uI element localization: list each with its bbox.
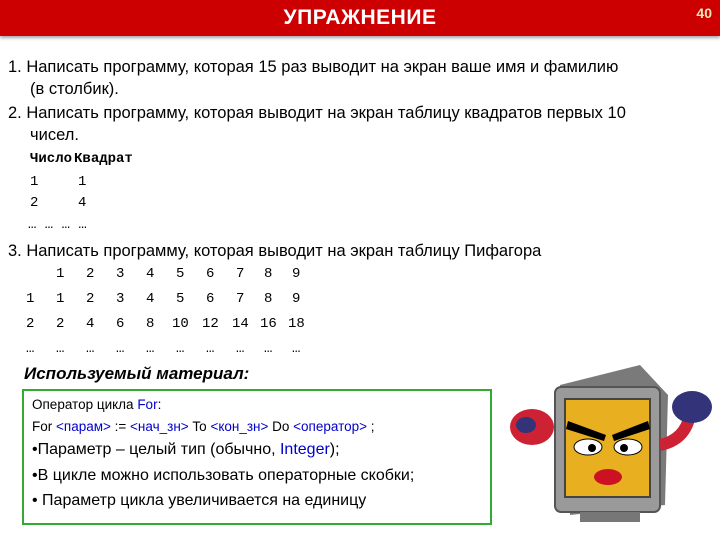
pythagoras-cell: 3: [116, 291, 125, 307]
bullet-1-keyword: Integer: [279, 441, 330, 458]
task-1: [8, 56, 618, 100]
pythagoras-cell: 5: [176, 291, 185, 307]
syntax-start: <нач_зн>: [130, 419, 189, 434]
pythagoras-cell: 16: [260, 316, 277, 332]
pythagoras-cell: 2: [26, 316, 35, 332]
pythagoras-cell: 6: [206, 291, 215, 307]
operator-caption: [32, 397, 161, 412]
operator-colon: :: [157, 397, 162, 412]
task-2-line-2: чисел.: [30, 126, 79, 144]
pythagoras-cell: 12: [202, 316, 219, 332]
squares-header-square: Квадрат: [74, 151, 133, 167]
pythagoras-cell: 7: [236, 266, 245, 282]
syntax-end: <кон_зн>: [210, 419, 269, 434]
pythagoras-cell: 1: [56, 266, 65, 282]
page-number: 40: [696, 5, 712, 21]
bullet-param-type: [32, 441, 340, 459]
task-3-line-1: 3. Написать программу, которая выводит на экран таблицу Пифагора: [8, 242, 542, 260]
pythagoras-cell: …: [26, 341, 35, 357]
pythagoras-cell: …: [116, 341, 125, 357]
squares-cell: 2: [30, 195, 39, 211]
pythagoras-cell: 8: [264, 291, 273, 307]
syntax-to: To: [188, 419, 211, 434]
squares-ellipsis: … … … …: [28, 217, 87, 233]
syntax-param: <парам>: [56, 419, 111, 434]
squares-header-number: Число: [30, 151, 73, 167]
pythagoras-cell: 6: [116, 316, 125, 332]
squares-cell: 1: [78, 174, 87, 190]
pythagoras-cell: …: [56, 341, 65, 357]
pythagoras-cell: …: [236, 341, 245, 357]
angry-computer-character-icon: [500, 355, 715, 525]
bullet-brackets: •В цикле можно использовать операторные скобки;: [32, 467, 415, 484]
pythagoras-cell: 8: [264, 266, 273, 282]
squares-row: [30, 195, 87, 211]
syntax-for: For: [32, 419, 57, 434]
task-3: [8, 240, 541, 262]
operator-keyword: For: [137, 397, 158, 412]
pythagoras-cell: …: [176, 341, 185, 357]
syntax-op: <оператор>: [293, 419, 368, 434]
material-title: Используемый материал:: [24, 364, 250, 383]
pythagoras-cell: 2: [56, 316, 65, 332]
bullet-increment: • Параметр цикла увеличивается на единицу: [32, 492, 367, 509]
pythagoras-cell: 6: [206, 266, 215, 282]
pythagoras-cell: 9: [292, 266, 301, 282]
page-title: УПРАЖНЕНИЕ: [283, 6, 437, 29]
task-1-line-1: 1. Написать программу, которая 15 раз выводит на экран ваше имя и фамилию: [8, 58, 619, 76]
pythagoras-cell: 18: [288, 316, 305, 332]
task-1-line-2: (в столбик).: [30, 80, 119, 98]
pythagoras-cell: …: [86, 341, 95, 357]
operator-label: Оператор цикла: [32, 397, 138, 412]
squares-cell: 4: [78, 195, 87, 211]
header-bar: [0, 0, 720, 36]
pythagoras-cell: 4: [146, 266, 155, 282]
squares-header: [30, 151, 133, 167]
bullet-1-post: );: [329, 441, 340, 458]
pythagoras-cell: 2: [86, 291, 95, 307]
pythagoras-cell: 1: [26, 291, 35, 307]
pythagoras-cell: 14: [232, 316, 249, 332]
bullet-1-pre: •Параметр – целый тип (обычно,: [32, 441, 280, 458]
pythagoras-cell: 8: [146, 316, 155, 332]
material-box: [22, 389, 492, 525]
pythagoras-cell: 9: [292, 291, 301, 307]
pythagoras-cell: …: [146, 341, 155, 357]
task-2: [8, 102, 626, 146]
pythagoras-cell: …: [292, 341, 301, 357]
pythagoras-cell: 1: [56, 291, 65, 307]
task-2-line-1: 2. Написать программу, которая выводит на экран таблицу квадратов первых 10: [8, 104, 626, 122]
pythagoras-cell: 4: [86, 316, 95, 332]
pythagoras-cell: …: [206, 341, 215, 357]
for-syntax: [32, 419, 375, 434]
pythagoras-cell: 10: [172, 316, 189, 332]
pythagoras-cell: 2: [86, 266, 95, 282]
pythagoras-cell: 5: [176, 266, 185, 282]
syntax-assign: :=: [110, 419, 131, 434]
pythagoras-cell: 7: [236, 291, 245, 307]
syntax-do: Do: [268, 419, 294, 434]
pythagoras-cell: 4: [146, 291, 155, 307]
squares-cell: 1: [30, 174, 39, 190]
pythagoras-cell: 3: [116, 266, 125, 282]
pythagoras-cell: …: [264, 341, 273, 357]
syntax-semi: ;: [367, 419, 375, 434]
squares-row: [30, 174, 87, 190]
